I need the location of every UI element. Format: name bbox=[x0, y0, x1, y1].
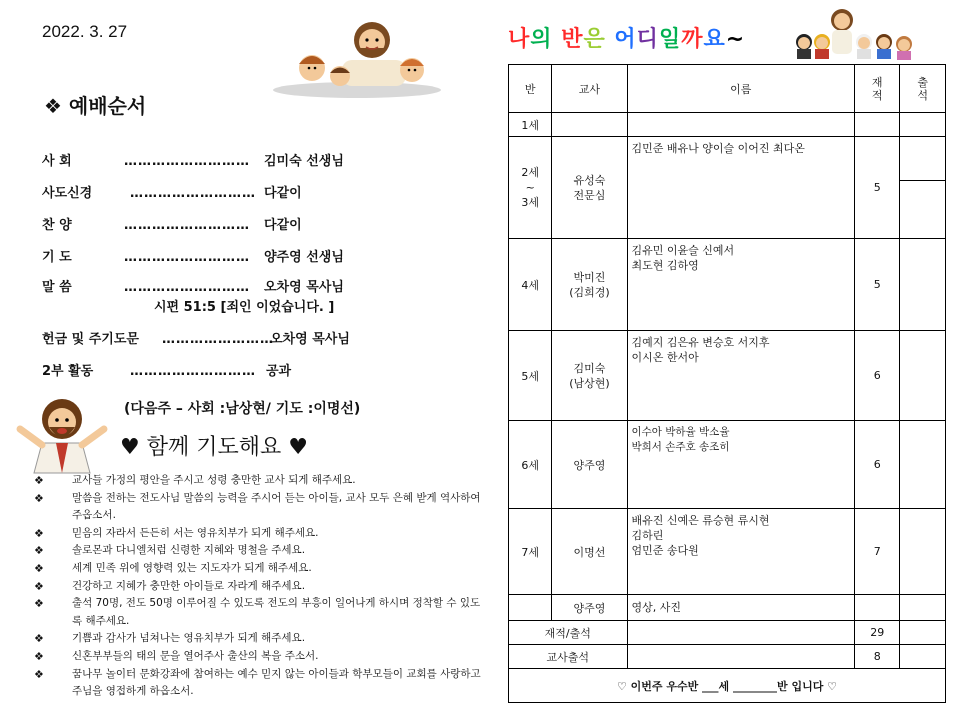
bible-characters-illustration bbox=[790, 6, 920, 60]
teacher-cell: 양주영 bbox=[552, 595, 627, 621]
enrolled-cell: 7 bbox=[854, 509, 899, 595]
total-label: 재적/출석 bbox=[509, 621, 628, 645]
enrolled-cell: 6 bbox=[854, 421, 899, 509]
prayer-title: ♥ 함께 기도해요 ♥ bbox=[120, 435, 308, 460]
order-label: 찬 양 bbox=[42, 218, 72, 233]
list-item bbox=[34, 630, 482, 648]
list-item bbox=[34, 490, 482, 525]
order-label: 사도신경 bbox=[42, 186, 93, 201]
prayer-text: 신혼부부들의 태의 문을 열어주사 출산의 복을 주소서. bbox=[72, 649, 319, 662]
worship-order-title: 예배순서 bbox=[68, 94, 147, 118]
title-char: 요 bbox=[703, 27, 726, 52]
class-cell: 7세 bbox=[509, 509, 552, 595]
teacher-att-value: 8 bbox=[854, 645, 899, 669]
diamond-bullet-icon: ❖ bbox=[44, 94, 62, 118]
class-cell: 5세 bbox=[509, 331, 552, 421]
list-item bbox=[34, 648, 482, 666]
list-item bbox=[34, 542, 482, 560]
table-row bbox=[509, 595, 946, 621]
title-char: 어 bbox=[614, 27, 637, 52]
list-item bbox=[34, 525, 482, 543]
enrolled-cell: 5 bbox=[854, 137, 899, 239]
teacher-cell bbox=[552, 113, 627, 137]
best-class-footer: ♡ 이번주 우수반 ___세 ________반 입니다 ♡ bbox=[509, 669, 946, 703]
table-row bbox=[509, 239, 946, 331]
order-dots: …………………… bbox=[162, 332, 274, 347]
jesus-with-children-illustration bbox=[272, 18, 442, 98]
sermon-verse: 시편 51:5 [죄인 이었습니다. ] bbox=[154, 300, 335, 315]
col-header-teacher: 교사 bbox=[552, 65, 627, 113]
attend-cell bbox=[900, 239, 946, 331]
order-value: 오차영 목사님 bbox=[264, 280, 344, 295]
order-item-activity bbox=[42, 360, 291, 379]
order-label: 2부 활동 bbox=[42, 364, 94, 379]
total-attend bbox=[900, 621, 946, 645]
title-char: 나 bbox=[508, 27, 531, 52]
attend-cell bbox=[900, 509, 946, 595]
list-item bbox=[34, 472, 482, 490]
title-char: 디 bbox=[636, 27, 659, 52]
prayer-text: 꿈나무 놀이터 문화강좌에 참여하는 예수 믿지 않는 아이들과 학부모들이 교회를 사랑하고 주님을 영접하게 하옵소서. bbox=[72, 667, 481, 698]
attend-cell bbox=[900, 181, 946, 239]
diamond-bullet-icon: ❖ bbox=[34, 561, 44, 575]
table-row bbox=[509, 421, 946, 509]
title-char: ~ bbox=[725, 27, 746, 52]
teacher-cell: 유성숙 전문심 bbox=[552, 137, 627, 239]
order-value: 다같이 bbox=[264, 218, 302, 233]
teacher-att-spacer bbox=[627, 645, 854, 669]
class-table-title bbox=[508, 22, 745, 53]
order-label: 헌금 및 주기도문 bbox=[42, 332, 139, 347]
col-header-names: 이름 bbox=[627, 65, 854, 113]
order-label: 말 씀 bbox=[42, 280, 72, 295]
names-cell: 배유진 신예은 류승현 류시현 김하린 엄민준 송다원 bbox=[627, 509, 854, 595]
attend-cell bbox=[900, 421, 946, 509]
teacher-att-attend bbox=[900, 645, 946, 669]
enrolled-cell: 6 bbox=[854, 331, 899, 421]
teacher-cell: 박미진 (김희경) bbox=[552, 239, 627, 331]
prayer-text: 출석 70명, 전도 50명 이루어질 수 있도록 전도의 부흥이 일어나게 하시며 정착할 수 있도록 해주세요. bbox=[72, 597, 481, 627]
order-item-host bbox=[42, 150, 344, 169]
names-cell bbox=[627, 113, 854, 137]
order-label: 사 회 bbox=[42, 154, 72, 169]
order-label: 기 도 bbox=[42, 250, 72, 265]
title-char: 까 bbox=[681, 27, 704, 52]
prayer-text: 말씀을 전하는 전도사님 말씀의 능력을 주시어 듣는 아이들, 교사 모두 은혜 받게 역사하여 주옵소서. bbox=[72, 491, 481, 522]
names-cell: 영상, 사진 bbox=[627, 595, 854, 621]
table-row bbox=[509, 331, 946, 421]
diamond-bullet-icon: ❖ bbox=[34, 649, 44, 663]
order-value: 공과 bbox=[266, 364, 292, 379]
title-char: 의 bbox=[530, 27, 553, 52]
diamond-bullet-icon: ❖ bbox=[34, 579, 44, 593]
names-cell: 김예지 김은유 변승호 서지후 이시온 한서아 bbox=[627, 331, 854, 421]
teacher-cell: 이명선 bbox=[552, 509, 627, 595]
prayer-list bbox=[34, 472, 482, 701]
attend-cell bbox=[900, 113, 946, 137]
teacher-cell: 김미숙 (남상현) bbox=[552, 331, 627, 421]
worship-order-heading bbox=[44, 90, 146, 119]
prayer-text: 건강하고 지혜가 충만한 아이들로 자라게 해주세요. bbox=[72, 579, 306, 592]
diamond-bullet-icon: ❖ bbox=[34, 526, 44, 540]
diamond-bullet-icon: ❖ bbox=[34, 597, 44, 611]
list-item bbox=[34, 666, 482, 701]
order-dots: ……………………… bbox=[124, 154, 250, 169]
order-item-offering bbox=[42, 328, 350, 347]
table-header-row bbox=[509, 65, 946, 113]
order-dots: ……………………… bbox=[124, 280, 250, 295]
order-value: 오차영 목사님 bbox=[270, 332, 350, 347]
names-cell: 김민준 배유나 양이슬 이어진 최다온 bbox=[627, 137, 854, 239]
attend-label: 출 석 bbox=[917, 75, 929, 102]
diamond-bullet-icon: ❖ bbox=[34, 544, 44, 558]
order-dots: ……………………… bbox=[130, 364, 256, 379]
title-char: 반 bbox=[561, 27, 584, 52]
col-header-enrolled bbox=[854, 65, 899, 113]
teacher-att-label: 교사출석 bbox=[509, 645, 628, 669]
next-week-notice: (다음주 – 사회 :남상현/ 기도 :이명선) bbox=[124, 401, 361, 417]
diamond-bullet-icon: ❖ bbox=[34, 474, 44, 487]
names-cell: 김유민 이윤슬 신예서 최도현 김하영 bbox=[627, 239, 854, 331]
total-row bbox=[509, 621, 946, 645]
order-item-prayer bbox=[42, 246, 344, 265]
total-value: 29 bbox=[854, 621, 899, 645]
teacher-cell: 양주영 bbox=[552, 421, 627, 509]
diamond-bullet-icon: ❖ bbox=[34, 632, 44, 646]
title-char: 일 bbox=[658, 27, 682, 52]
class-table bbox=[508, 64, 946, 703]
list-item bbox=[34, 578, 482, 596]
prayer-text: 세계 민족 위에 영향력 있는 지도자가 되게 해주세요. bbox=[72, 561, 312, 574]
order-dots: ……………………… bbox=[124, 218, 250, 233]
prayer-text: 교사들 가정의 평안을 주시고 성령 충만한 교사 되게 해주세요. bbox=[72, 474, 356, 486]
list-item bbox=[34, 560, 482, 578]
order-item-praise bbox=[42, 214, 302, 233]
table-row bbox=[509, 137, 946, 181]
enrolled-cell bbox=[854, 595, 899, 621]
title-char bbox=[553, 27, 562, 52]
jesus-cartoon-illustration bbox=[12, 395, 112, 475]
enrolled-cell bbox=[854, 113, 899, 137]
attend-cell bbox=[900, 137, 946, 181]
order-value: 다같이 bbox=[264, 186, 302, 201]
enrolled-label: 재 적 bbox=[871, 75, 883, 102]
footer-row bbox=[509, 669, 946, 703]
class-cell bbox=[509, 595, 552, 621]
class-cell: 4세 bbox=[509, 239, 552, 331]
prayer-text: 기쁨과 감사가 넘쳐나는 영유치부가 되게 해주세요. bbox=[72, 632, 306, 645]
class-cell: 2세 ~ 3세 bbox=[509, 137, 552, 239]
col-header-attend bbox=[900, 65, 946, 113]
diamond-bullet-icon: ❖ bbox=[34, 667, 44, 681]
order-value: 양주영 선생님 bbox=[264, 250, 344, 265]
attend-cell bbox=[900, 331, 946, 421]
teacher-attendance-row bbox=[509, 645, 946, 669]
title-char: 은 bbox=[583, 27, 606, 52]
col-header-class: 반 bbox=[509, 65, 552, 113]
order-item-creed bbox=[42, 182, 302, 201]
table-row bbox=[509, 113, 946, 137]
order-dots: ……………………… bbox=[130, 186, 256, 201]
enrolled-cell: 5 bbox=[854, 239, 899, 331]
prayer-text: 솔로몬과 다니엘처럼 신령한 지혜와 명철을 주세요. bbox=[72, 544, 306, 557]
class-cell: 1세 bbox=[509, 113, 552, 137]
total-spacer bbox=[627, 621, 854, 645]
list-item bbox=[34, 595, 482, 630]
class-cell: 6세 bbox=[509, 421, 552, 509]
prayer-text: 믿음의 자라서 든든히 서는 영유치부가 되게 해주세요. bbox=[72, 526, 319, 539]
date: 2022. 3. 27 bbox=[42, 22, 128, 41]
order-item-sermon bbox=[42, 276, 344, 295]
attend-cell bbox=[900, 595, 946, 621]
order-dots: ……………………… bbox=[124, 250, 250, 265]
diamond-bullet-icon: ❖ bbox=[34, 491, 44, 505]
names-cell: 이수아 박하율 박소율 박희서 손주호 송조히 bbox=[627, 421, 854, 509]
table-row bbox=[509, 509, 946, 595]
order-value: 김미숙 선생님 bbox=[264, 154, 344, 169]
